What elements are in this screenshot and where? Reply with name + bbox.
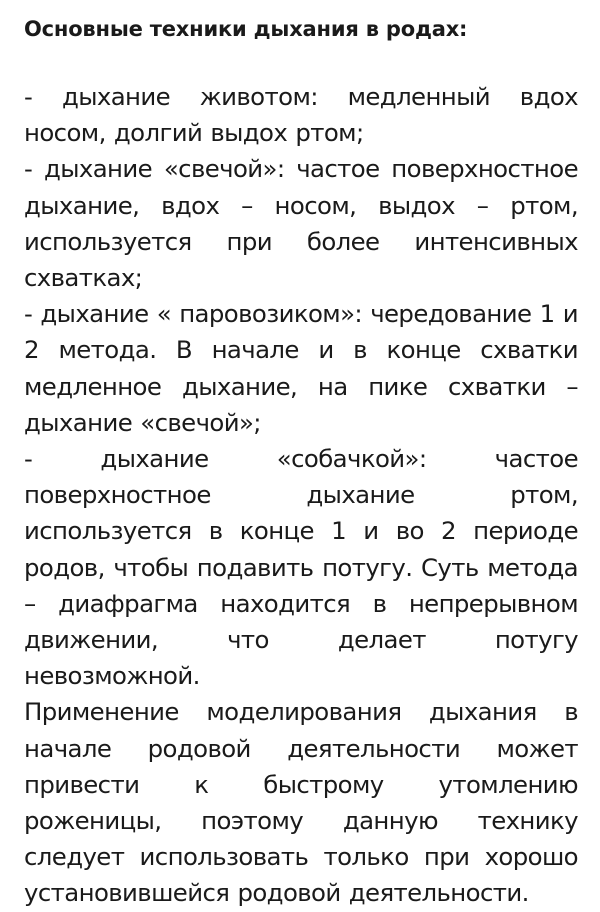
paragraph-belly-breathing: - дыхание животом: медленный вдох носом, долгий выдох ртом; [24,82,578,148]
paragraph-conclusion: Применение моделирования дыхания в начале родовой деятельности может привести к быстрому утомлению роженицы, поэтому данную технику следует использовать только при хорошо установившейся родовой деятельности. [24,697,578,908]
document-page [24,14,578,912]
paragraph-candle-breathing: - дыхание «свечой»: частое поверхностное дыхание, вдох – носом, выдох – ртом, используется при более интенсивных схватках; [24,154,578,293]
document-title: Основные техники дыхания в родах: [24,17,468,41]
paragraph-dog-breathing: - дыхание «собачкой»: частое поверхностное дыхание ртом, используется в конце 1 и во 2 периоде родов, чтобы подавить потугу. Суть метода – диафрагма находится в непрерывном движении, что делает потугу невозможной. [24,444,578,691]
paragraph-locomotive-breathing: - дыхание « паровозиком»: чередование 1 и 2 метода. В начале и в конце схватки медленное дыхание, на пике схватки – дыхание «свечой»; [24,299,578,437]
document-body [24,79,578,912]
